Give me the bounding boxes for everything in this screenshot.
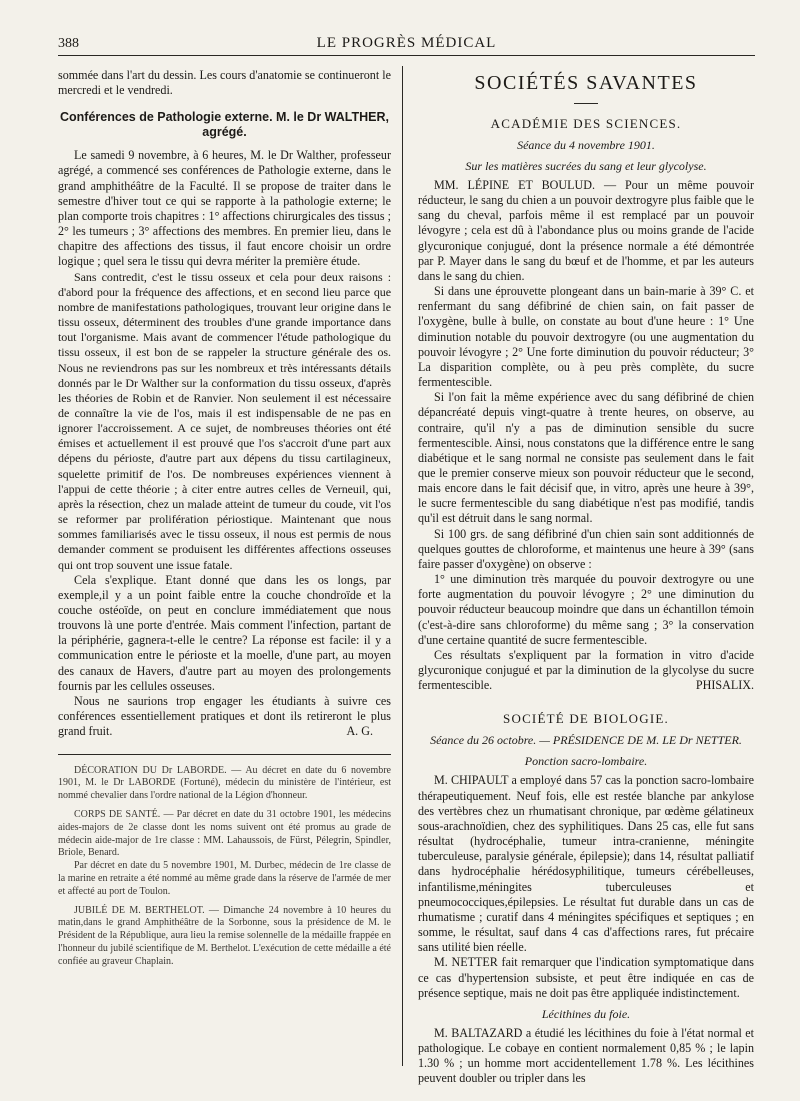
paragraph: Le samedi 9 novembre, à 6 heures, M. le Dr Walther, professeur agrégé, a commencé ses conférences de Pathologie externe, dans le grand amphithéâtre de la Faculté. Il se propose de traiter dans le semestre d'hiver tout ce qui se rapporte à la pathologie externe; le plan comporte trois chapitres : 1° affections chirurgicales des tissus ; 2° les tumeurs ; 3° affections des membres. En premier lieu, dans le chapitre des affections des tissus, il faut encore choisir un ordre logique ; quel sera le tissu qui devra mériter la première étude. bbox=[58, 148, 391, 269]
left-column bbox=[58, 68, 391, 969]
paragraph-continuation: sommée dans l'art du dessin. Les cours d'anatomie se continueront le mercredi et le vendredi. bbox=[58, 68, 391, 98]
note: CORPS DE SANTÉ. — Par décret en date du 31 octobre 1901, les médecins aides-majors de 2e classe dont les noms suivent ont été promus au grade de médecin aide-major de 1re classe : MM. Lahaussois, de Fürst, Pélegrin, Spindler, Briole, Benard. bbox=[58, 808, 391, 859]
paragraph: Si 100 grs. de sang défibriné d'un chien sain sont additionnés de quelques gouttes de chloroforme, et maintenus une heure à 39° (sans faire passer d'oxygène) on observe : bbox=[418, 526, 754, 571]
page-number: 388 bbox=[58, 36, 79, 51]
notes-rule bbox=[58, 754, 391, 755]
paragraph: Si l'on fait la même expérience avec du sang défibriné de chien dépancréaté depuis vingt-quatre à trente heures, on observe, au contraire, qu'il n'y a pas de diminution sensible du sucre fermentescible. Ainsi, nous constatons que la différence entre le sang diabétique et le sang normal ne consiste pas seulement dans le fait que le premier conserve mieux son pouvoir réducteur que le second, mais encore dans le fait décisif que, in vitro, après une heure à 39°, le sucre fermentescible du sang diabétique n'est pas modifié, tandis qu'il est détruit dans le sang normal. bbox=[418, 390, 754, 526]
topic-title: Ponction sacro-lombaire. bbox=[524, 754, 648, 769]
note: JUBILÉ DE M. BERTHELOT. — Dimanche 24 novembre à 10 heures du matin,dans le grand Amphithéâtre de la Sorbonne, sous la présidence de M. le Président de la République, aura lieu la remise solennelle de la médaille frappée en l'honneur du jubilé scientifique de M. Berthelot. L'exécution de cette médaille a été confiée au graveur Chaplain. bbox=[58, 904, 391, 967]
note: Par décret en date du 5 novembre 1901, M. Durbec, médecin de 1re classe de la marine en retraite a été nommé au même grade dans la réserve de l'armée de mer et affecté au port de Toulon. bbox=[58, 860, 391, 897]
author-signature: PHISALIX. bbox=[695, 678, 754, 693]
paragraph: Si dans une éprouvette plongeant dans un bain-marie à 39° C. et renfermant du sang défibriné de chien sain, on fait passer de l'oxygène, bulle à bulle, on constate au bout d'une heure : 1° Une diminution notable du pouvoir dextrogyre (ou une augmentation du pouvoir lévogyre ; 2° Une forte diminution du pouvoir réducteur; 3° La disparition complète, ou à peu près complète, du sucre fermentescible. bbox=[418, 284, 754, 390]
column-divider bbox=[402, 66, 403, 1066]
paragraph: Nous ne saurions trop engager les étudiants à suivre ces conférences essentiellement pratiques et dont ils retireront le plus grand fruit. bbox=[58, 693, 391, 739]
right-column bbox=[418, 68, 754, 1086]
page-header bbox=[58, 30, 755, 52]
session-date: Séance du 26 octobre. — PRÉSIDENCE DE M. LE Dr NETTER. bbox=[430, 733, 742, 748]
paragraph: MM. LÉPINE ET BOULUD. — Pour un même pouvoir réducteur, le sang du chien a un pouvoir dextrogyre plus faible que le sang du cheval, parfois même il est remplacé par un pouvoir lévogyre ; cela est dû à l'abondance plus ou moins grande de l'acide glycuronique conjugué, dont la présence normale a été démontrée par P. Mayer dans le sang du bœuf et de l'homme, et par les auteurs dans le sang du chien. bbox=[418, 178, 754, 283]
title-dash bbox=[574, 103, 598, 104]
section-heading: Conférences de Pathologie externe. M. le Dr WALTHER, agrégé. bbox=[60, 110, 389, 140]
paragraph: Ces résultats s'expliquent par la formation in vitro d'acide glycuronique conjugué et par la diminution de la glycolyse du sucre fermentescible. bbox=[418, 647, 754, 693]
paragraph: Cela s'explique. Etant donné que dans les os longs, par exemple,il y a un point faible entre la couche chondroïde et la couche ostéoïde, on peut en conclure immédiatement que nous trouvons là une porte d'entrée. Mais comment l'infection, partant de la périphérie, gagnera-t-elle le centre? La réponse est facile: il y a communication entre le périoste et la moelle, d'une part, au moyen des canaux de Havers, d'autre part au moyen des prolongements fournis par les cellules osseuses. bbox=[58, 572, 391, 693]
note: DÉCORATION DU Dr LABORDE. — Au décret en date du 6 novembre 1901, M. le Dr LABORDE (Fortuné), médecin du ministère de l'intérieur, est nommé chevalier dans l'ordre national de la Légion d'honneur. bbox=[58, 764, 391, 802]
society-name: ACADÉMIE DES SCIENCES. bbox=[490, 116, 682, 131]
paragraph: Sans contredit, c'est le tissu osseux et cela pour deux raisons : d'abord pour la fréquence des affections, et en second lieu parce que nombre de manifestations pathologiques, trouvant leur origine dans le tissu osseux, déterminent des troubles d'une grande importance dans tout l'organisme. Mais avant de commencer l'étude pathologique du tissu osseux, il est bon de se rappeler la structure générale des os. Nous ne reviendrons pas sur les nombreux et très intéressants détails donnés par le Dr Walther sur la conformation du tissu osseux, d'après les théories de Robin et de Ranvier. Non seulement il est nécessaire de connaître la vie de l'os, mais il est indispensable de ne pas en ignorer l'accroissement. A ce sujet, de nombreuses théories ont été émises et actuellement il est prouvé que l'os s'accroit d'une part aux dépens du périoste, d'autre part aux dépens du tissu cartilagineux, squelette primitif de l'os. De nombreuses expériences viennent à l'appui de cette théorie ; à citer entre autres celles de Verneuil, qui, après la résection, chez un malade atteint de tumeur du coude, vit l'os se reformer par prolifération périostique. Maintenant que nous sommes familiarisés avec le tissu osseux, il nous est permis de nous demander comment se produisent les différentes affections osseuses qui ont trop souvent une issue fatale. bbox=[58, 269, 391, 572]
header-rule bbox=[58, 55, 755, 56]
session-date: Séance du 4 novembre 1901. bbox=[517, 138, 655, 152]
society-name: SOCIÉTÉ DE BIOLOGIE. bbox=[503, 711, 669, 727]
topic-title: Sur les matières sucrées du sang et leur glycolyse. bbox=[465, 159, 707, 173]
section-title: SOCIÉTÉS SAVANTES bbox=[474, 72, 698, 94]
paragraph: M. CHIPAULT a employé dans 57 cas la ponction sacro-lombaire thérapeutiquement. Neuf fois, elle est restée blanche par ankylose des vertèbres chez un rhumatisant chronique, par œdème gélatineux sous-arachnoïdien, chez des syphilitiques. Dans 25 cas, elle fut sans résultat (hydrocéphalie, tumeur intra-cranienne, méningite tuberculeuse, paralysie générale, épilepsie); dans 14, résultat palliatif dans hydrocéphalie hérédosyphilitique, tumeurs cérébelleuses, infantilisme,méningites tuberculeuses et pneumococciques,épilepsies. Le résultat fut durable dans un cas de rhumatisme ; curatif dans 4 méningites spécifiques et septiques ; en somme, le résultat, sauf dans 4 cas d'affections rares, fut précaire sans utilité bien réelle. bbox=[418, 773, 754, 955]
signature: A. G. bbox=[346, 724, 373, 739]
news-notes bbox=[58, 765, 391, 969]
topic-title: Lécithines du foie. bbox=[541, 1006, 631, 1021]
paragraph: M. NETTER fait remarquer que l'indication symptomatique dans ce cas d'hypertension subsiste, et peut être indiquée en cas de présence septique, mais ne doit pas être appliquée indistinctement. bbox=[418, 955, 754, 1000]
paragraph: 1° une diminution très marquée du pouvoir dextrogyre ou une forte augmentation du pouvoir lévogyre ; 2° une diminution du pouvoir réducteur beaucoup moindre que dans un échantillon témoin (c'est-à-dire sans chloroforme) du même sang ; 3° la conservation d'une certaine quantité de sucre fermentescible. bbox=[418, 572, 754, 647]
paragraph: M. BALTAZARD a étudié les lécithines du foie à l'état normal et pathologique. Le cobaye en contient normalement 0,85 % ; le lapin 1.30 % ; un homme mort accidentellement 1.78 %. Les lécithines peuvent doubler ou tripler dans les bbox=[418, 1025, 754, 1086]
running-title: LE PROGRÈS MÉDICAL bbox=[316, 35, 497, 51]
